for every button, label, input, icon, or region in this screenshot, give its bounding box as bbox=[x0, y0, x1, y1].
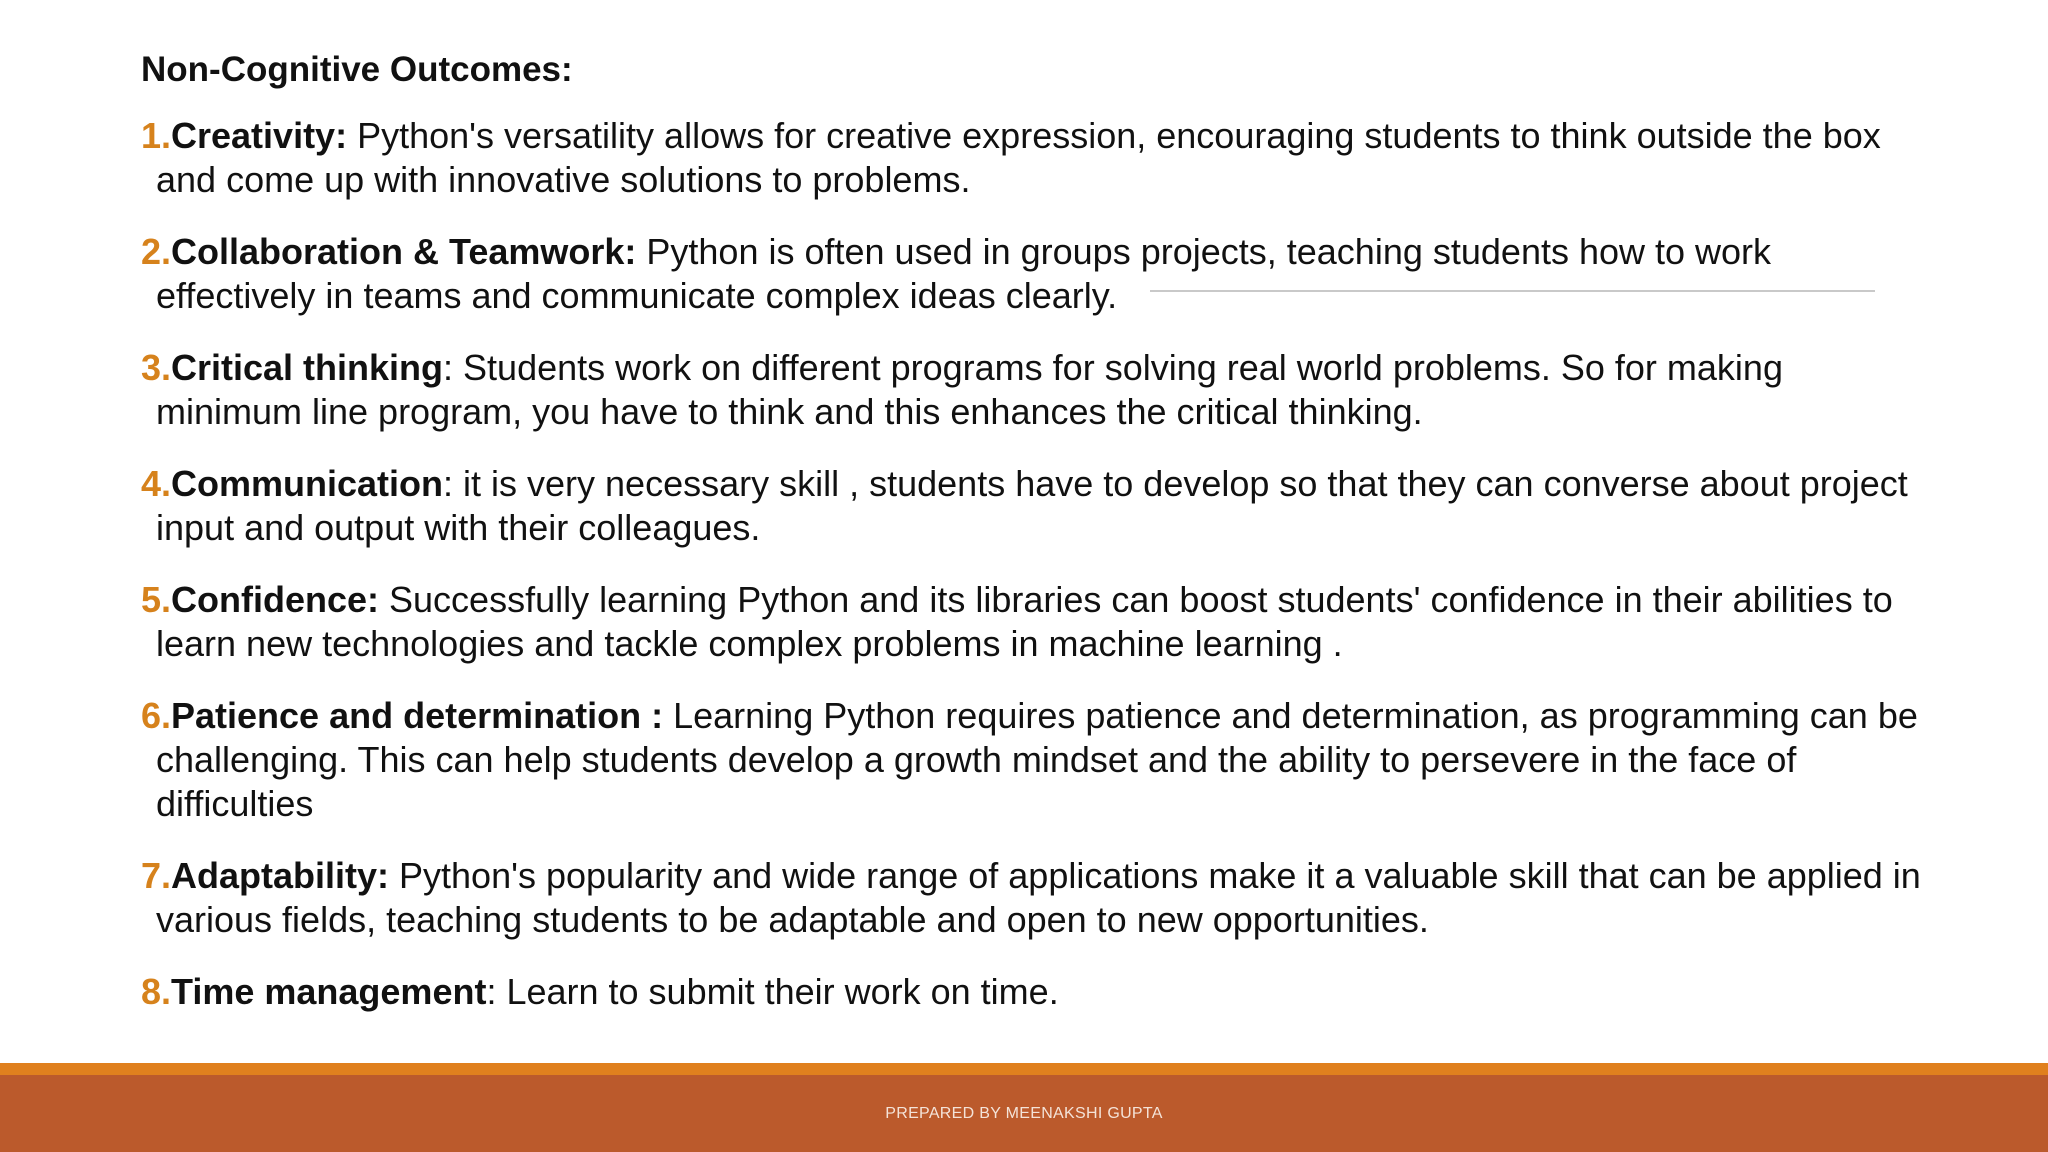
item-term: Time management bbox=[171, 971, 487, 1012]
item-text: : it is very necessary skill , students have to develop so that they can converse about project input and output with their colleagues. bbox=[156, 463, 1908, 548]
item-number: 8. bbox=[141, 971, 172, 1012]
footer-bar bbox=[0, 1075, 2048, 1152]
list-item bbox=[141, 346, 1921, 434]
list-item bbox=[141, 230, 1921, 318]
item-text: Python's popularity and wide range of applications make it a valuable skill that can be applied in various fields, teaching students to be adaptable and open to new opportunities. bbox=[156, 855, 1921, 940]
item-term: Creativity: bbox=[171, 115, 348, 156]
item-term: Confidence: bbox=[171, 579, 380, 620]
list-item bbox=[141, 694, 1921, 826]
outcomes-list bbox=[141, 114, 1921, 1014]
item-term: Adaptability: bbox=[171, 855, 390, 896]
item-text: Learning Python requires patience and determination, as programming can be challenging. This can help students develop a growth mindset and the ability to persevere in the face of difficulties bbox=[156, 695, 1918, 824]
item-number: 1. bbox=[141, 115, 172, 156]
item-text: Python's versatility allows for creative expression, encouraging students to think outside the box and come up with innovative solutions to problems. bbox=[156, 115, 1881, 200]
item-number: 4. bbox=[141, 463, 172, 504]
item-number: 2. bbox=[141, 231, 172, 272]
list-item bbox=[141, 114, 1921, 202]
list-item bbox=[141, 462, 1921, 550]
item-term: Patience and determination : bbox=[171, 695, 664, 736]
footer-accent-stripe bbox=[0, 1063, 2048, 1075]
item-number: 7. bbox=[141, 855, 172, 896]
item-number: 5. bbox=[141, 579, 172, 620]
item-number: 6. bbox=[141, 695, 172, 736]
item-term: Collaboration & Teamwork: bbox=[171, 231, 637, 272]
item-number: 3. bbox=[141, 347, 172, 388]
decorative-divider bbox=[1150, 290, 1875, 292]
item-text: : Students work on different programs for solving real world problems. So for making minimum line program, you have to think and this enhances the critical thinking. bbox=[156, 347, 1783, 432]
item-term: Critical thinking bbox=[171, 347, 444, 388]
item-term: Communication bbox=[171, 463, 444, 504]
item-text: : Learn to submit their work on time. bbox=[486, 971, 1059, 1012]
list-item bbox=[141, 578, 1921, 666]
list-item bbox=[141, 970, 1921, 1014]
slide-heading: Non-Cognitive Outcomes: bbox=[141, 50, 573, 89]
slide-content bbox=[141, 46, 1921, 1042]
item-text: Python is often used in groups projects, teaching students how to work effectively in teams and communicate complex ideas clearly. bbox=[156, 231, 1772, 316]
list-item bbox=[141, 854, 1921, 942]
item-text: Successfully learning Python and its libraries can boost students' confidence in their abilities to learn new technologies and tackle complex problems in machine learning . bbox=[156, 579, 1893, 664]
footer-credit: PREPARED BY MEENAKSHI GUPTA bbox=[885, 1104, 1163, 1122]
